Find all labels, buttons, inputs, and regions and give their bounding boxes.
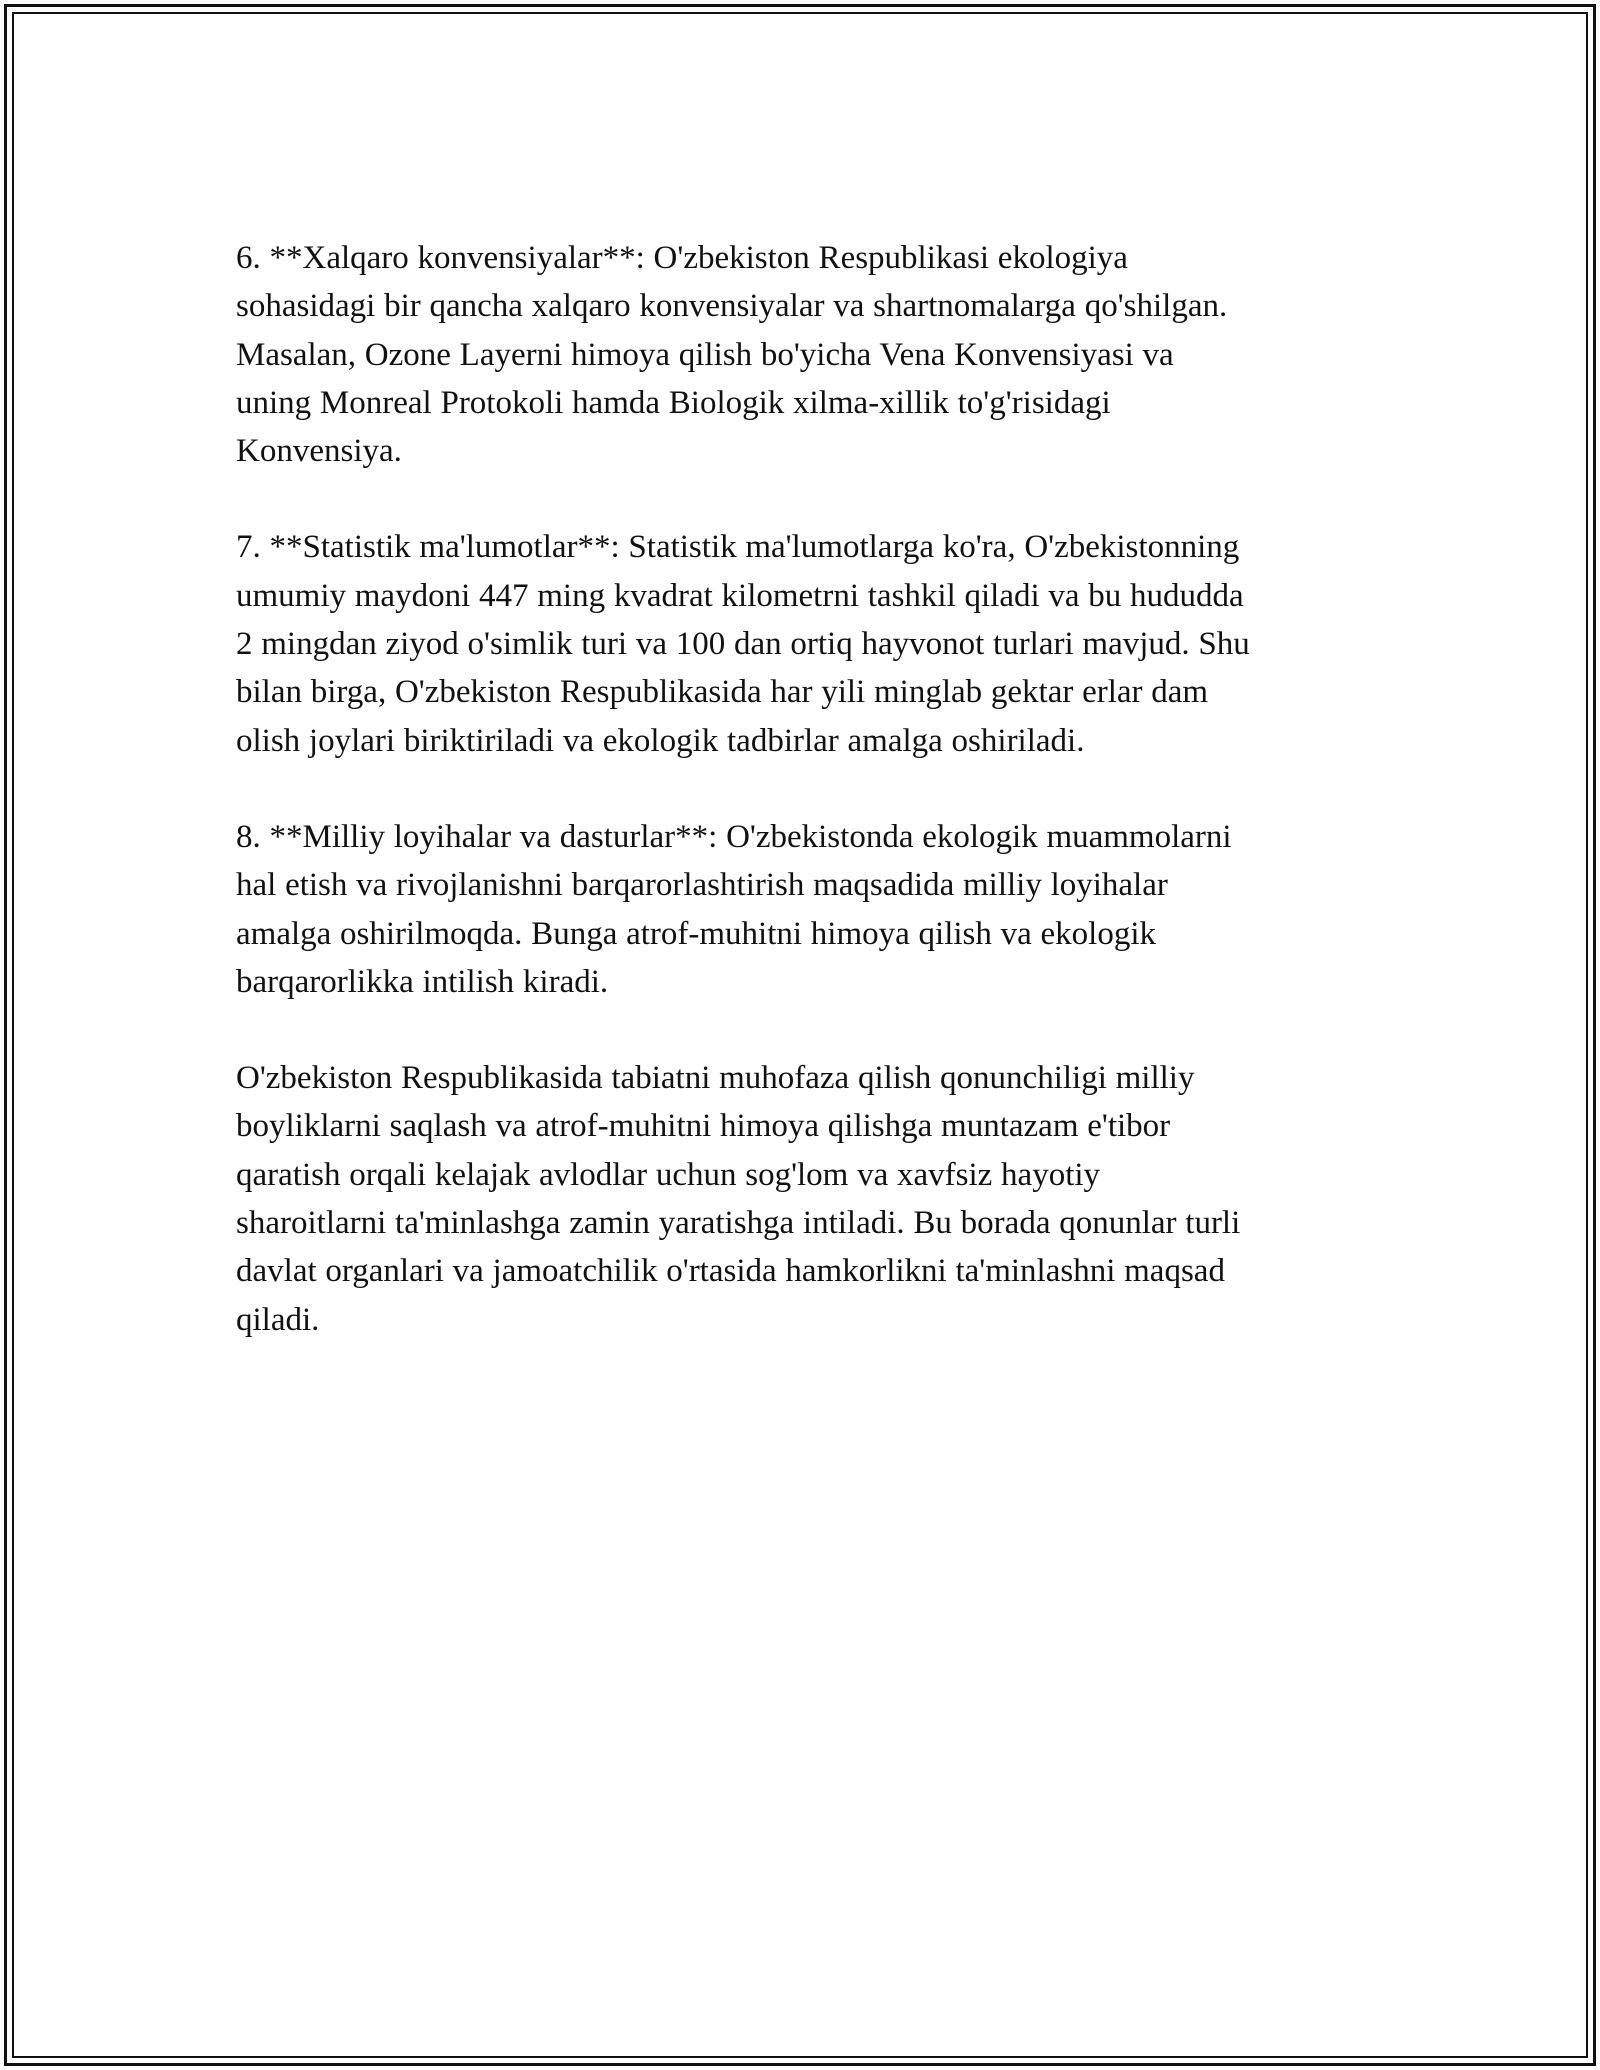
text-line: barqarorlikka intilish kiradi.	[236, 963, 609, 1000]
text-line: qaratish orqali kelajak avlodlar uchun sog'lom va xavfsiz hayotiy	[236, 1156, 1101, 1193]
text-line: 8. **Milliy loyihalar va dasturlar**: O'zbekistonda ekologik muammolarni	[236, 818, 1232, 855]
text-line: hal etish va rivojlanishni barqarorlashtirish maqsadida milliy loyihalar	[236, 867, 1168, 904]
text-line: O'zbekiston Respublikasida tabiatni muhofaza qilish qonunchiligi milliy	[236, 1060, 1195, 1097]
text-line: sharoitlarni ta'minlashga zamin yaratishga intiladi. Bu borada qonunlar turli	[236, 1205, 1241, 1242]
text-line: qiladi.	[236, 1301, 320, 1338]
text-line: amalga oshirilmoqda. Bunga atrof-muhitni himoya qilish va ekologik	[236, 915, 1157, 952]
text-line: bilan birga, O'zbekiston Respublikasida har yili minglab gektar erlar dam	[236, 674, 1209, 711]
text-line: uning Monreal Protokoli hamda Biologik xilma-xillik to'g'risidagi	[236, 384, 1111, 421]
paragraph-statistik-malumotlar	[236, 523, 1366, 764]
text-line: boyliklarni saqlash va atrof-muhitni himoya qilishga muntazam e'tibor	[236, 1108, 1171, 1145]
paragraph-xalqaro-konvensiyalar	[236, 234, 1366, 475]
text-line: Masalan, Ozone Layerni himoya qilish bo'yicha Vena Konvensiyasi va	[236, 336, 1174, 373]
document-body	[236, 234, 1366, 1392]
text-line: sohasidagi bir qancha xalqaro konvensiyalar va shartnomalarga qo'shilgan.	[236, 288, 1228, 325]
paragraph-milliy-loyihalar	[236, 813, 1366, 1006]
text-line: Konvensiya.	[236, 433, 402, 470]
text-line: 7. **Statistik ma'lumotlar**: Statistik ma'lumotlarga ko'ra, O'zbekistonning	[236, 529, 1240, 566]
text-line: olish joylari biriktiriladi va ekologik tadbirlar amalga oshiriladi.	[236, 722, 1085, 759]
text-line: 6. **Xalqaro konvensiyalar**: O'zbekiston Respublikasi ekologiya	[236, 240, 1128, 276]
text-line: 2 mingdan ziyod o'simlik turi va 100 dan ortiq hayvonot turlari mavjud. Shu	[236, 626, 1250, 663]
text-line: davlat organlari va jamoatchilik o'rtasida hamkorlikni ta'minlashni maqsad	[236, 1253, 1225, 1290]
paragraph-conclusion	[236, 1054, 1366, 1344]
text-line: umumiy maydoni 447 ming kvadrat kilometrni tashkil qiladi va bu hududda	[236, 577, 1244, 614]
